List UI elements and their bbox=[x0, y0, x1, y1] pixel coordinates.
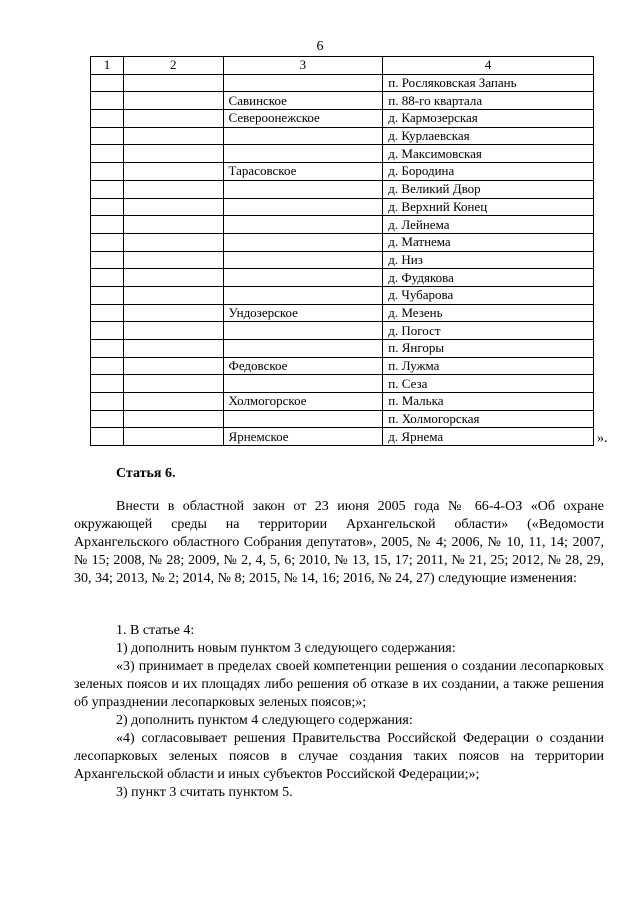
list-item: «3) принимает в пределах своей компетенции решения о создании лесопарковых зеленых поясов и их площадях либо решения об отказе в их создании, а также решения об упразднении лесопарковых зеленых поясов;»; bbox=[74, 659, 604, 710]
article-intro-paragraph: Внести в областной закон от 23 июня 2005 года № 66-4-ОЗ «Об охране окружающей среды на территории Архангельской области» («Ведомости Архангельского областного Собрания депутатов», 2005, № 4; 2006, № 10, 11, 14; 2007, № 15; 2008, № 28; 2009, № 2, 4, 5, 6; 2010, № 13, 15, 17; 2011, № 21, 25; 2012, № 28, 29, 30, 34; 2013, № 2; 2014, № 8; 2015, № 14, 16; 2016, № 24, 27) следующие изменения: bbox=[74, 499, 604, 586]
table-cell bbox=[123, 304, 223, 322]
table-cell bbox=[223, 375, 383, 393]
table-cell: д. Чубарова bbox=[383, 286, 594, 304]
table-cell bbox=[223, 286, 383, 304]
list-item: «4) согласовывает решения Правительства Российской Федерации о создании лесопарковых зеленых поясов в случае создания таких поясов на территории Архангельской области и иных субъектов Российской Федерации;»; bbox=[74, 731, 604, 782]
table-row bbox=[91, 322, 594, 340]
table-cell bbox=[91, 322, 124, 340]
table-row bbox=[91, 163, 594, 181]
table-cell bbox=[123, 251, 223, 269]
table-row bbox=[91, 180, 594, 198]
table-cell bbox=[91, 145, 124, 163]
table-cell bbox=[223, 410, 383, 428]
table-cell: п. Сеза bbox=[383, 375, 594, 393]
table-cell: д. Кармозерская bbox=[383, 110, 594, 128]
table-cell: п. Лужма bbox=[383, 357, 594, 375]
table-row bbox=[91, 145, 594, 163]
table-cell: Североонежское bbox=[223, 110, 383, 128]
table-row bbox=[91, 393, 594, 411]
table-cell: д. Лейнема bbox=[383, 216, 594, 234]
table-row bbox=[91, 375, 594, 393]
article-heading: Статья 6. bbox=[116, 466, 176, 481]
table-cell bbox=[91, 110, 124, 128]
table-row bbox=[91, 92, 594, 110]
table-cell bbox=[223, 74, 383, 92]
table-cell bbox=[123, 216, 223, 234]
table-cell: Тарасовское bbox=[223, 163, 383, 181]
table-cell: д. Низ bbox=[383, 251, 594, 269]
table-cell: д. Матнема bbox=[383, 233, 594, 251]
table-cell bbox=[91, 198, 124, 216]
table-cell bbox=[91, 92, 124, 110]
table-cell bbox=[223, 198, 383, 216]
table-cell bbox=[123, 74, 223, 92]
table-cell bbox=[123, 375, 223, 393]
table-cell bbox=[123, 127, 223, 145]
table-cell bbox=[223, 251, 383, 269]
table-cell bbox=[123, 269, 223, 287]
table-cell: Ярнемское bbox=[223, 428, 383, 446]
table-header-row bbox=[91, 57, 594, 75]
table-cell: д. Погост bbox=[383, 322, 594, 340]
table-row bbox=[91, 410, 594, 428]
table-cell bbox=[123, 110, 223, 128]
table-cell: Федовское bbox=[223, 357, 383, 375]
table-cell: п. Росляковская Запань bbox=[383, 74, 594, 92]
table-cell: д. Фудякова bbox=[383, 269, 594, 287]
table-cell bbox=[91, 216, 124, 234]
table-row bbox=[91, 269, 594, 287]
table-cell bbox=[123, 233, 223, 251]
table-cell bbox=[123, 92, 223, 110]
table-cell: д. Великий Двор bbox=[383, 180, 594, 198]
table-cell: д. Бородина bbox=[383, 163, 594, 181]
table-cell bbox=[91, 357, 124, 375]
list-item: 2) дополнить пунктом 4 следующего содержания: bbox=[116, 713, 413, 728]
table-cell bbox=[223, 216, 383, 234]
settlements-table bbox=[90, 56, 594, 446]
list-item: 1. В статье 4: bbox=[116, 623, 195, 638]
table-cell bbox=[123, 286, 223, 304]
table-cell: д. Максимовская bbox=[383, 145, 594, 163]
table-cell bbox=[223, 269, 383, 287]
table-cell bbox=[123, 393, 223, 411]
table-cell: п. Янгоры bbox=[383, 340, 594, 358]
table-cell: п. 88-го квартала bbox=[383, 92, 594, 110]
table-cell bbox=[123, 180, 223, 198]
table-row bbox=[91, 216, 594, 234]
table-cell bbox=[91, 233, 124, 251]
table-row bbox=[91, 428, 594, 446]
amendments-list bbox=[74, 622, 604, 802]
table-cell bbox=[91, 163, 124, 181]
table-cell bbox=[123, 428, 223, 446]
table-cell bbox=[91, 410, 124, 428]
table-cell bbox=[123, 163, 223, 181]
table-cell bbox=[223, 127, 383, 145]
table-cell bbox=[91, 286, 124, 304]
table-row bbox=[91, 304, 594, 322]
table-cell bbox=[123, 145, 223, 163]
table-cell bbox=[91, 269, 124, 287]
table-cell bbox=[223, 322, 383, 340]
table-cell bbox=[223, 180, 383, 198]
table-row bbox=[91, 198, 594, 216]
table-row bbox=[91, 251, 594, 269]
table-cell: п. Холмогорская bbox=[383, 410, 594, 428]
table-row bbox=[91, 357, 594, 375]
list-item: 3) пункт 3 считать пунктом 5. bbox=[116, 785, 293, 800]
table-cell bbox=[91, 375, 124, 393]
table-cell bbox=[223, 145, 383, 163]
table-cell: Савинское bbox=[223, 92, 383, 110]
table-cell: п. Малька bbox=[383, 393, 594, 411]
table-row bbox=[91, 233, 594, 251]
column-header: 4 bbox=[383, 57, 594, 75]
table-closing-quote: ». bbox=[597, 431, 608, 446]
table-cell: д. Мезень bbox=[383, 304, 594, 322]
table-cell bbox=[123, 357, 223, 375]
list-item: 1) дополнить новым пунктом 3 следующего содержания: bbox=[116, 641, 456, 656]
table-row bbox=[91, 340, 594, 358]
column-header: 3 bbox=[223, 57, 383, 75]
table-cell bbox=[123, 340, 223, 358]
table-row bbox=[91, 286, 594, 304]
table-cell bbox=[91, 428, 124, 446]
table-cell: Ундозерское bbox=[223, 304, 383, 322]
table-cell bbox=[123, 410, 223, 428]
column-header: 1 bbox=[91, 57, 124, 75]
table-cell bbox=[91, 340, 124, 358]
table-cell bbox=[91, 251, 124, 269]
table-row bbox=[91, 110, 594, 128]
table-cell bbox=[91, 304, 124, 322]
table-cell bbox=[123, 198, 223, 216]
table-cell: д. Верхний Конец bbox=[383, 198, 594, 216]
table-cell: д. Курлаевская bbox=[383, 127, 594, 145]
table-cell bbox=[223, 233, 383, 251]
table-cell bbox=[91, 393, 124, 411]
table-cell bbox=[91, 127, 124, 145]
table-cell: Холмогорское bbox=[223, 393, 383, 411]
table-cell bbox=[91, 74, 124, 92]
table-cell bbox=[91, 180, 124, 198]
table-cell bbox=[223, 340, 383, 358]
table-row bbox=[91, 74, 594, 92]
page-number: 6 bbox=[316, 39, 324, 54]
table-cell: д. Ярнема bbox=[383, 428, 594, 446]
table-row bbox=[91, 127, 594, 145]
table-cell bbox=[123, 322, 223, 340]
column-header: 2 bbox=[123, 57, 223, 75]
